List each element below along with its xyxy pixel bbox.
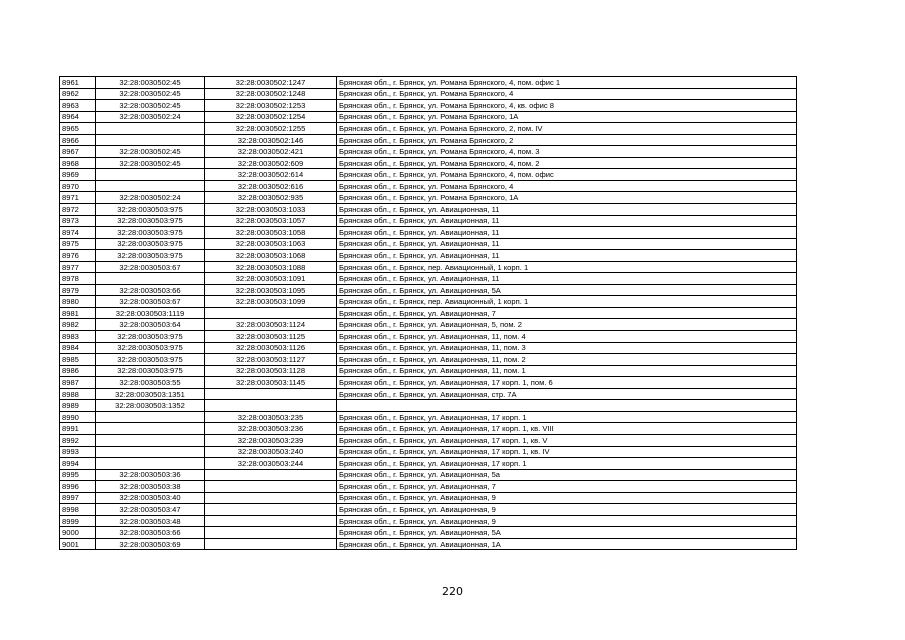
building-cadastral-number-cell xyxy=(205,538,337,550)
land-cadastral-number-cell: 32:28:0030503:1119 xyxy=(96,307,205,319)
building-cadastral-number-cell: 32:28:0030503:1095 xyxy=(205,284,337,296)
address-cell: Брянская обл., г. Брянск, ул. Авиационная, 7 xyxy=(337,481,797,493)
row-number-cell: 8969 xyxy=(60,169,96,181)
row-number-cell: 8977 xyxy=(60,261,96,273)
building-cadastral-number-cell xyxy=(205,388,337,400)
land-cadastral-number-cell: 32:28:0030502:24 xyxy=(96,192,205,204)
land-cadastral-number-cell xyxy=(96,458,205,470)
building-cadastral-number-cell xyxy=(205,504,337,516)
row-number-cell: 9000 xyxy=(60,527,96,539)
table-row xyxy=(60,515,797,527)
row-number-cell: 8970 xyxy=(60,180,96,192)
land-cadastral-number-cell xyxy=(96,423,205,435)
address-cell: Брянская обл., г. Брянск, ул. Авиационная, 17 корп. 1, кв. IV xyxy=(337,446,797,458)
table-row xyxy=(60,504,797,516)
page-number: 220 xyxy=(442,585,463,598)
registry-table-body xyxy=(60,77,797,550)
row-number-cell: 8994 xyxy=(60,458,96,470)
table-row xyxy=(60,481,797,493)
land-cadastral-number-cell xyxy=(96,123,205,135)
table-row xyxy=(60,342,797,354)
land-cadastral-number-cell: 32:28:0030503:975 xyxy=(96,331,205,343)
table-row xyxy=(60,446,797,458)
row-number-cell: 8998 xyxy=(60,504,96,516)
address-cell: Брянская обл., г. Брянск, ул. Романа Брянского, 4 xyxy=(337,88,797,100)
building-cadastral-number-cell: 32:28:0030502:1253 xyxy=(205,100,337,112)
land-cadastral-number-cell: 32:28:0030503:38 xyxy=(96,481,205,493)
address-cell: Брянская обл., г. Брянск, ул. Романа Брянского, 4, кв. офис 8 xyxy=(337,100,797,112)
address-cell: Брянская обл., г. Брянск, ул. Авиационная, 9 xyxy=(337,515,797,527)
land-cadastral-number-cell: 32:28:0030503:36 xyxy=(96,469,205,481)
address-cell: Брянская обл., г. Брянск, ул. Авиационная, 17 корп. 1, кв. VIII xyxy=(337,423,797,435)
building-cadastral-number-cell: 32:28:0030503:1128 xyxy=(205,365,337,377)
land-cadastral-number-cell: 32:28:0030503:975 xyxy=(96,354,205,366)
land-cadastral-number-cell: 32:28:0030503:975 xyxy=(96,204,205,216)
address-cell: Брянская обл., г. Брянск, ул. Авиационная, 7 xyxy=(337,307,797,319)
building-cadastral-number-cell: 32:28:0030503:1099 xyxy=(205,296,337,308)
address-cell: Брянская обл., г. Брянск, ул. Авиационная, 5, пом. 2 xyxy=(337,319,797,331)
table-row xyxy=(60,180,797,192)
building-cadastral-number-cell: 32:28:0030502:1247 xyxy=(205,77,337,89)
table-row xyxy=(60,146,797,158)
row-number-cell: 8961 xyxy=(60,77,96,89)
table-row xyxy=(60,331,797,343)
row-number-cell: 8976 xyxy=(60,250,96,262)
table-row xyxy=(60,169,797,181)
row-number-cell: 8982 xyxy=(60,319,96,331)
table-row xyxy=(60,400,797,412)
table-row xyxy=(60,458,797,470)
land-cadastral-number-cell: 32:28:0030503:48 xyxy=(96,515,205,527)
building-cadastral-number-cell: 32:28:0030503:1125 xyxy=(205,331,337,343)
building-cadastral-number-cell: 32:28:0030503:1068 xyxy=(205,250,337,262)
land-cadastral-number-cell xyxy=(96,434,205,446)
table-row xyxy=(60,377,797,389)
address-cell: Брянская обл., г. Брянск, ул. Авиационная, 11 xyxy=(337,215,797,227)
building-cadastral-number-cell: 32:28:0030503:236 xyxy=(205,423,337,435)
table-row xyxy=(60,215,797,227)
row-number-cell: 8962 xyxy=(60,88,96,100)
address-cell: Брянская обл., г. Брянск, пер. Авиационный, 1 корп. 1 xyxy=(337,296,797,308)
land-cadastral-number-cell: 32:28:0030503:975 xyxy=(96,250,205,262)
land-cadastral-number-cell: 32:28:0030502:45 xyxy=(96,146,205,158)
row-number-cell: 8985 xyxy=(60,354,96,366)
registry-table xyxy=(59,76,797,550)
building-cadastral-number-cell: 32:28:0030503:240 xyxy=(205,446,337,458)
row-number-cell: 8987 xyxy=(60,377,96,389)
address-cell: Брянская обл., г. Брянск, ул. Авиационная, 11, пом. 1 xyxy=(337,365,797,377)
row-number-cell: 8974 xyxy=(60,227,96,239)
table-row xyxy=(60,538,797,550)
building-cadastral-number-cell: 32:28:0030503:1145 xyxy=(205,377,337,389)
address-cell: Брянская обл., г. Брянск, ул. Романа Брянского, 1А xyxy=(337,192,797,204)
land-cadastral-number-cell: 32:28:0030503:64 xyxy=(96,319,205,331)
row-number-cell: 8999 xyxy=(60,515,96,527)
address-cell: Брянская обл., г. Брянск, ул. Романа Брянского, 2 xyxy=(337,134,797,146)
table-row xyxy=(60,204,797,216)
address-cell: Брянская обл., г. Брянск, ул. Авиационная, 11, пом. 3 xyxy=(337,342,797,354)
address-cell: Брянская обл., г. Брянск, ул. Авиационная, 1А xyxy=(337,538,797,550)
building-cadastral-number-cell: 32:28:0030503:1127 xyxy=(205,354,337,366)
row-number-cell: 8989 xyxy=(60,400,96,412)
land-cadastral-number-cell: 32:28:0030503:975 xyxy=(96,238,205,250)
address-cell: Брянская обл., г. Брянск, ул. Авиационная, стр. 7А xyxy=(337,388,797,400)
row-number-cell: 8972 xyxy=(60,204,96,216)
land-cadastral-number-cell: 32:28:0030503:69 xyxy=(96,538,205,550)
row-number-cell: 8983 xyxy=(60,331,96,343)
table-row xyxy=(60,111,797,123)
land-cadastral-number-cell xyxy=(96,180,205,192)
land-cadastral-number-cell xyxy=(96,169,205,181)
address-cell: Брянская обл., г. Брянск, ул. Романа Брянского, 4, пом. офис xyxy=(337,169,797,181)
table-row xyxy=(60,250,797,262)
row-number-cell: 8975 xyxy=(60,238,96,250)
table-row xyxy=(60,365,797,377)
table-row xyxy=(60,354,797,366)
table-row xyxy=(60,273,797,285)
building-cadastral-number-cell: 32:28:0030502:146 xyxy=(205,134,337,146)
table-row xyxy=(60,434,797,446)
address-cell: Брянская обл., г. Брянск, ул. Авиационная, 9 xyxy=(337,504,797,516)
row-number-cell: 8964 xyxy=(60,111,96,123)
building-cadastral-number-cell: 32:28:0030503:1063 xyxy=(205,238,337,250)
row-number-cell: 8971 xyxy=(60,192,96,204)
address-cell: Брянская обл., г. Брянск, ул. Авиационная, 9 xyxy=(337,492,797,504)
building-cadastral-number-cell: 32:28:0030502:1248 xyxy=(205,88,337,100)
row-number-cell: 8995 xyxy=(60,469,96,481)
building-cadastral-number-cell: 32:28:0030503:1088 xyxy=(205,261,337,273)
table-row xyxy=(60,319,797,331)
table-row xyxy=(60,423,797,435)
table-row xyxy=(60,469,797,481)
building-cadastral-number-cell: 32:28:0030503:1091 xyxy=(205,273,337,285)
table-row xyxy=(60,123,797,135)
row-number-cell: 8973 xyxy=(60,215,96,227)
land-cadastral-number-cell: 32:28:0030503:67 xyxy=(96,296,205,308)
building-cadastral-number-cell: 32:28:0030503:239 xyxy=(205,434,337,446)
table-row xyxy=(60,134,797,146)
land-cadastral-number-cell: 32:28:0030503:55 xyxy=(96,377,205,389)
building-cadastral-number-cell: 32:28:0030503:235 xyxy=(205,411,337,423)
address-cell: Брянская обл., г. Брянск, ул. Авиационная, 5А xyxy=(337,284,797,296)
building-cadastral-number-cell: 32:28:0030503:1057 xyxy=(205,215,337,227)
land-cadastral-number-cell: 32:28:0030502:24 xyxy=(96,111,205,123)
building-cadastral-number-cell: 32:28:0030503:1126 xyxy=(205,342,337,354)
row-number-cell: 8984 xyxy=(60,342,96,354)
land-cadastral-number-cell: 32:28:0030503:67 xyxy=(96,261,205,273)
row-number-cell: 8980 xyxy=(60,296,96,308)
address-cell: Брянская обл., г. Брянск, ул. Авиационная, 11 xyxy=(337,204,797,216)
land-cadastral-number-cell: 32:28:0030503:975 xyxy=(96,342,205,354)
row-number-cell: 8991 xyxy=(60,423,96,435)
building-cadastral-number-cell: 32:28:0030503:244 xyxy=(205,458,337,470)
land-cadastral-number-cell: 32:28:0030502:45 xyxy=(96,100,205,112)
address-cell: Брянская обл., г. Брянск, ул. Авиационная, 11 xyxy=(337,273,797,285)
row-number-cell: 8978 xyxy=(60,273,96,285)
land-cadastral-number-cell: 32:28:0030503:1352 xyxy=(96,400,205,412)
address-cell: Брянская обл., г. Брянск, ул. Авиационная, 11 xyxy=(337,238,797,250)
land-cadastral-number-cell: 32:28:0030503:975 xyxy=(96,227,205,239)
address-cell: Брянская обл., г. Брянск, ул. Авиационная, 11 xyxy=(337,250,797,262)
building-cadastral-number-cell: 32:28:0030502:616 xyxy=(205,180,337,192)
address-cell: Брянская обл., г. Брянск, ул. Романа Брянского, 2, пом. IV xyxy=(337,123,797,135)
building-cadastral-number-cell: 32:28:0030503:1124 xyxy=(205,319,337,331)
building-cadastral-number-cell: 32:28:0030502:609 xyxy=(205,157,337,169)
table-row xyxy=(60,411,797,423)
land-cadastral-number-cell: 32:28:0030503:975 xyxy=(96,215,205,227)
table-row xyxy=(60,492,797,504)
table-row xyxy=(60,527,797,539)
land-cadastral-number-cell: 32:28:0030503:1351 xyxy=(96,388,205,400)
table-row xyxy=(60,307,797,319)
table-row xyxy=(60,284,797,296)
table-row xyxy=(60,77,797,89)
row-number-cell: 8981 xyxy=(60,307,96,319)
row-number-cell: 8967 xyxy=(60,146,96,158)
land-cadastral-number-cell xyxy=(96,134,205,146)
building-cadastral-number-cell: 32:28:0030503:1058 xyxy=(205,227,337,239)
row-number-cell: 9001 xyxy=(60,538,96,550)
row-number-cell: 8986 xyxy=(60,365,96,377)
land-cadastral-number-cell: 32:28:0030502:45 xyxy=(96,88,205,100)
building-cadastral-number-cell xyxy=(205,400,337,412)
address-cell: Брянская обл., г. Брянск, ул. Авиационная, 5а xyxy=(337,469,797,481)
address-cell: Брянская обл., г. Брянск, ул. Авиационная, 17 корп. 1 xyxy=(337,458,797,470)
row-number-cell: 8992 xyxy=(60,434,96,446)
land-cadastral-number-cell: 32:28:0030503:47 xyxy=(96,504,205,516)
row-number-cell: 8966 xyxy=(60,134,96,146)
building-cadastral-number-cell: 32:28:0030502:1254 xyxy=(205,111,337,123)
row-number-cell: 8993 xyxy=(60,446,96,458)
address-cell: Брянская обл., г. Брянск, ул. Романа Брянского, 4 xyxy=(337,180,797,192)
building-cadastral-number-cell xyxy=(205,515,337,527)
land-cadastral-number-cell xyxy=(96,446,205,458)
building-cadastral-number-cell: 32:28:0030502:1255 xyxy=(205,123,337,135)
building-cadastral-number-cell: 32:28:0030503:1033 xyxy=(205,204,337,216)
building-cadastral-number-cell xyxy=(205,307,337,319)
table-row xyxy=(60,157,797,169)
table-row xyxy=(60,296,797,308)
table-row xyxy=(60,261,797,273)
land-cadastral-number-cell: 32:28:0030503:40 xyxy=(96,492,205,504)
land-cadastral-number-cell xyxy=(96,273,205,285)
row-number-cell: 8996 xyxy=(60,481,96,493)
land-cadastral-number-cell: 32:28:0030502:45 xyxy=(96,157,205,169)
address-cell: Брянская обл., г. Брянск, ул. Романа Брянского, 4, пом. 3 xyxy=(337,146,797,158)
building-cadastral-number-cell xyxy=(205,469,337,481)
building-cadastral-number-cell: 32:28:0030502:935 xyxy=(205,192,337,204)
address-cell: Брянская обл., г. Брянск, ул. Авиационная, 11 xyxy=(337,227,797,239)
address-cell: Брянская обл., г. Брянск, ул. Авиационная, 11, пом. 2 xyxy=(337,354,797,366)
building-cadastral-number-cell xyxy=(205,492,337,504)
address-cell: Брянская обл., г. Брянск, ул. Романа Брянского, 1А xyxy=(337,111,797,123)
row-number-cell: 8965 xyxy=(60,123,96,135)
land-cadastral-number-cell: 32:28:0030503:66 xyxy=(96,527,205,539)
address-cell: Брянская обл., г. Брянск, ул. Романа Брянского, 4, пом. офис 1 xyxy=(337,77,797,89)
table-row xyxy=(60,88,797,100)
table-row xyxy=(60,227,797,239)
address-cell: Брянская обл., г. Брянск, ул. Авиационная, 17 корп. 1 xyxy=(337,411,797,423)
building-cadastral-number-cell: 32:28:0030502:421 xyxy=(205,146,337,158)
address-cell xyxy=(337,400,797,412)
address-cell: Брянская обл., г. Брянск, ул. Авиационная, 11, пом. 4 xyxy=(337,331,797,343)
table-row xyxy=(60,388,797,400)
row-number-cell: 8963 xyxy=(60,100,96,112)
land-cadastral-number-cell xyxy=(96,411,205,423)
table-row xyxy=(60,100,797,112)
row-number-cell: 8990 xyxy=(60,411,96,423)
building-cadastral-number-cell xyxy=(205,481,337,493)
land-cadastral-number-cell: 32:28:0030502:45 xyxy=(96,77,205,89)
address-cell: Брянская обл., г. Брянск, ул. Авиационная, 17 корп. 1, кв. V xyxy=(337,434,797,446)
table-row xyxy=(60,192,797,204)
address-cell: Брянская обл., г. Брянск, ул. Авиационная, 17 корп. 1, пом. 6 xyxy=(337,377,797,389)
building-cadastral-number-cell: 32:28:0030502:614 xyxy=(205,169,337,181)
address-cell: Брянская обл., г. Брянск, пер. Авиационный, 1 корп. 1 xyxy=(337,261,797,273)
table-row xyxy=(60,238,797,250)
address-cell: Брянская обл., г. Брянск, ул. Романа Брянского, 4, пом. 2 xyxy=(337,157,797,169)
row-number-cell: 8997 xyxy=(60,492,96,504)
row-number-cell: 8988 xyxy=(60,388,96,400)
row-number-cell: 8968 xyxy=(60,157,96,169)
building-cadastral-number-cell xyxy=(205,527,337,539)
address-cell: Брянская обл., г. Брянск, ул. Авиационная, 5А xyxy=(337,527,797,539)
land-cadastral-number-cell: 32:28:0030503:975 xyxy=(96,365,205,377)
row-number-cell: 8979 xyxy=(60,284,96,296)
land-cadastral-number-cell: 32:28:0030503:66 xyxy=(96,284,205,296)
